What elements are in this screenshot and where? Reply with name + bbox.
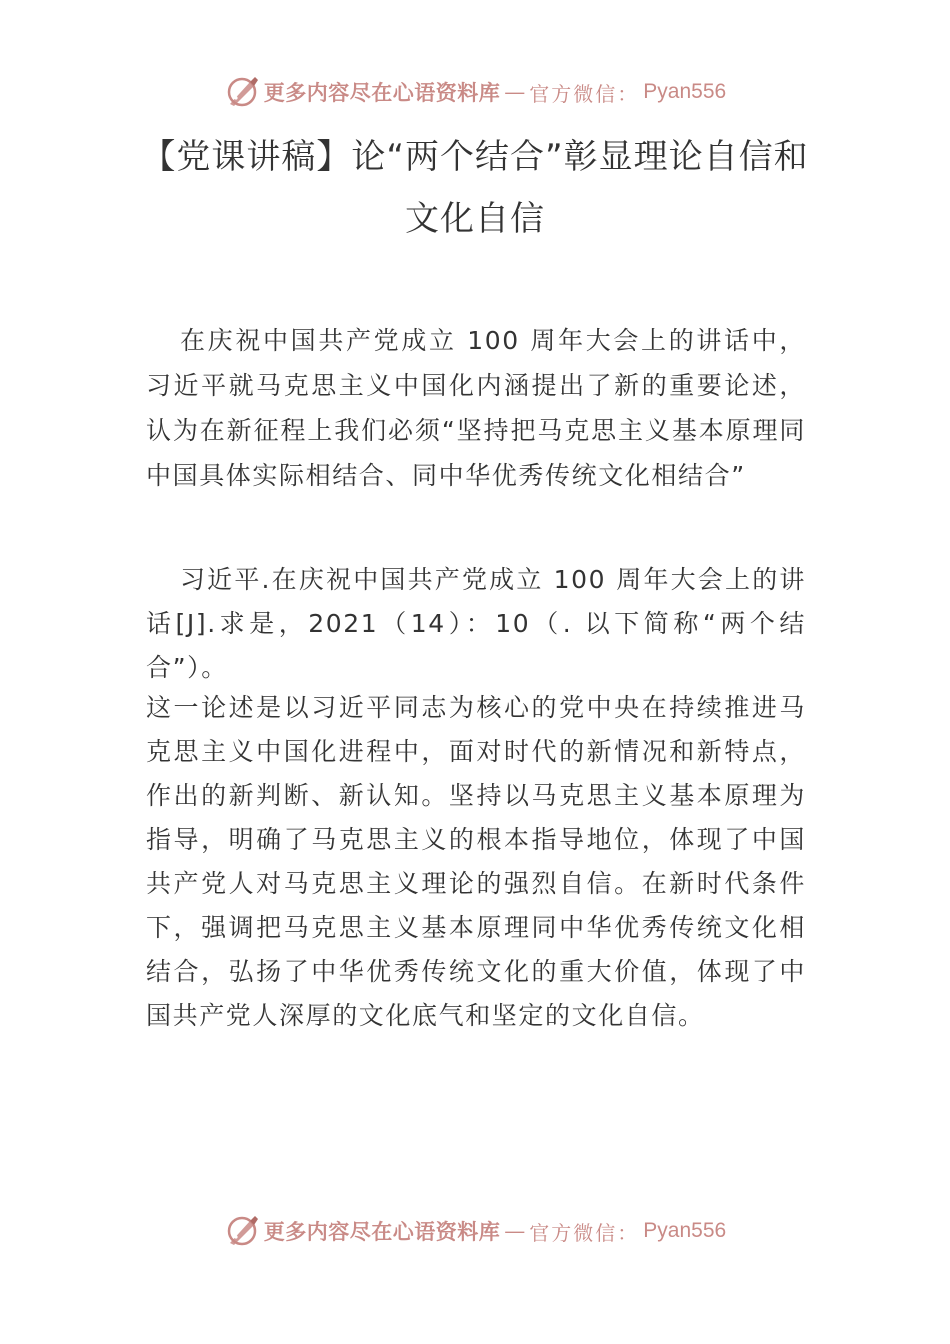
paragraph-body: 这一论述是以习近平同志为核心的党中央在持续推进马克思主义中国化进程中，面对时代的新情况和新特点，作出的新判断、新认知。坚持以马克思主义基本原理为指导，明确了马克思主义的根本指导地位，体现了中国共产党人对马克思主义理论的强烈自信。在新时代条件下，强调把马克思主义基本原理同中华优秀传统文化相结合，弘扬了中华优秀传统文化的重大价值，体现了中国共产党人深厚的文化底气和坚定的文化自信。 <box>146 693 806 1030</box>
watermark-wechat-id: Pyan556 <box>643 1219 727 1242</box>
pen-logo-icon <box>224 1213 260 1249</box>
paragraph-intro: 在庆祝中国共产党成立 100 周年大会上的讲话中，习近平就马克思主义中国化内涵提出了新的重要论述，认为在新征程上我们必须“坚持把马克思主义基本原理同中国具体实际相结合、同中华优秀传统文化相结合” <box>146 326 806 490</box>
watermark-label: 官方微信： <box>529 1220 640 1245</box>
watermark-wechat-id: Pyan556 <box>643 80 727 103</box>
header-watermark <box>0 72 950 112</box>
paragraph-citation: 习近平.在庆祝中国共产党成立 100 周年大会上的讲话[J].求是，2021（14）：10（. 以下简称“两个结合”）。 <box>146 565 806 682</box>
footer-watermark <box>0 1211 950 1251</box>
pen-logo-icon <box>224 74 260 110</box>
watermark-label: 官方微信： <box>529 81 640 106</box>
watermark-dash: — <box>504 1219 526 1243</box>
watermark-text: 更多内容尽在心语资料库 <box>263 1219 501 1244</box>
watermark-dash: — <box>504 80 526 104</box>
document-title <box>110 126 840 250</box>
title-line-2: 文化自信 <box>405 199 545 239</box>
title-line-1: 【党课讲稿】论“两个结合”彰显理论自信和 <box>141 137 809 177</box>
watermark-text: 更多内容尽在心语资料库 <box>263 80 501 105</box>
